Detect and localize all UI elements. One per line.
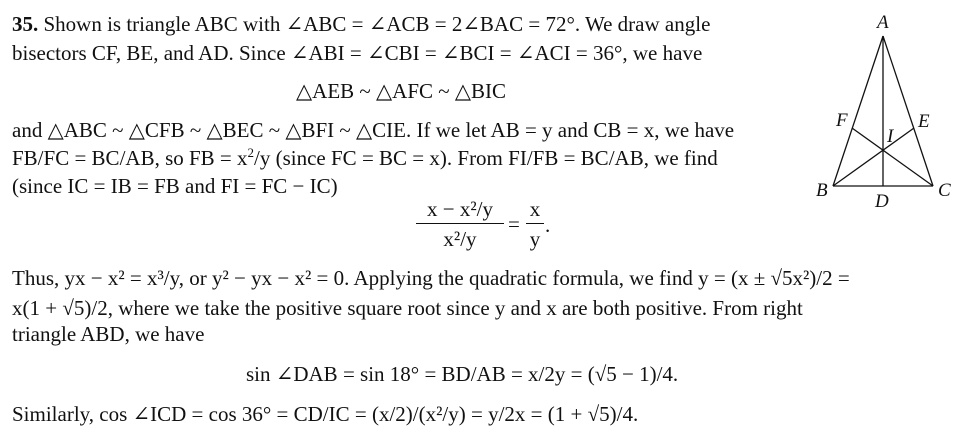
label-B: B: [816, 180, 828, 201]
problem-text-1: Shown is triangle ABC with ∠ABC = ∠ACB = 2∠BAC = 72°. We draw angle: [43, 12, 711, 36]
problem-line-9: Similarly, cos ∠ICD = cos 36° = CD/IC = (x/2)/(x²/y) = y/2x = (1 + √5)/4.: [12, 402, 639, 426]
label-E: E: [918, 111, 930, 132]
label-A: A: [877, 12, 889, 33]
problem-line-6: Thus, yx − x² = x³/y, or y² − yx − x² = 0. Applying the quadratic formula, we find y = (x ± √5x²)/2 =: [12, 266, 850, 290]
problem-line-3: and △ABC ~ △CFB ~ △BEC ~ △BFI ~ △CIE. If we let AB = y and CB = x, we have: [12, 118, 735, 142]
sine-equation: sin ∠DAB = sin 18° = BD/AB = x/2y = (√5 − 1)/4.: [246, 362, 679, 386]
problem-line-4: [12, 146, 718, 170]
similarity-equation: △AEB ~ △AFC ~ △BIC: [296, 79, 507, 103]
right-fraction-bar: [526, 223, 544, 224]
triangle-figure: [816, 6, 966, 211]
right-fraction: [526, 196, 544, 252]
problem-line-4b: /y (since FC = BC = x). From FI/FB = BC/AB, we find: [254, 146, 718, 170]
equals-sign: =: [508, 212, 520, 236]
right-numerator: x: [529, 197, 541, 221]
problem-line-8: triangle ABD, we have: [12, 322, 205, 346]
right-denominator: y: [529, 227, 541, 251]
problem-line-7: x(1 + √5)/2, where we take the positive square root since y and x are both positive. From right: [12, 296, 803, 320]
problem-number: 35.: [12, 12, 39, 36]
left-numerator: x − x²/y: [427, 197, 493, 221]
label-I: I: [887, 126, 894, 147]
label-F: F: [836, 110, 848, 131]
problem-line-1: [12, 12, 710, 36]
problem-line-4a: FB/FC = BC/AB, so FB = x: [12, 146, 248, 170]
bisector-BE: [833, 128, 914, 186]
label-D: D: [875, 191, 889, 211]
problem-line-5: (since IC = IB = FB and FI = FC − IC): [12, 174, 338, 198]
problem-line-4-sup: 2: [247, 145, 255, 160]
problem-line-2: bisectors CF, BE, and AD. Since ∠ABI = ∠CBI = ∠BCI = ∠ACI = 36°, we have: [12, 41, 703, 65]
label-C: C: [938, 180, 951, 201]
left-denominator: x²/y: [443, 227, 477, 251]
equation-period: .: [545, 213, 551, 237]
left-fraction-bar: [416, 223, 504, 224]
left-fraction: [416, 196, 504, 252]
